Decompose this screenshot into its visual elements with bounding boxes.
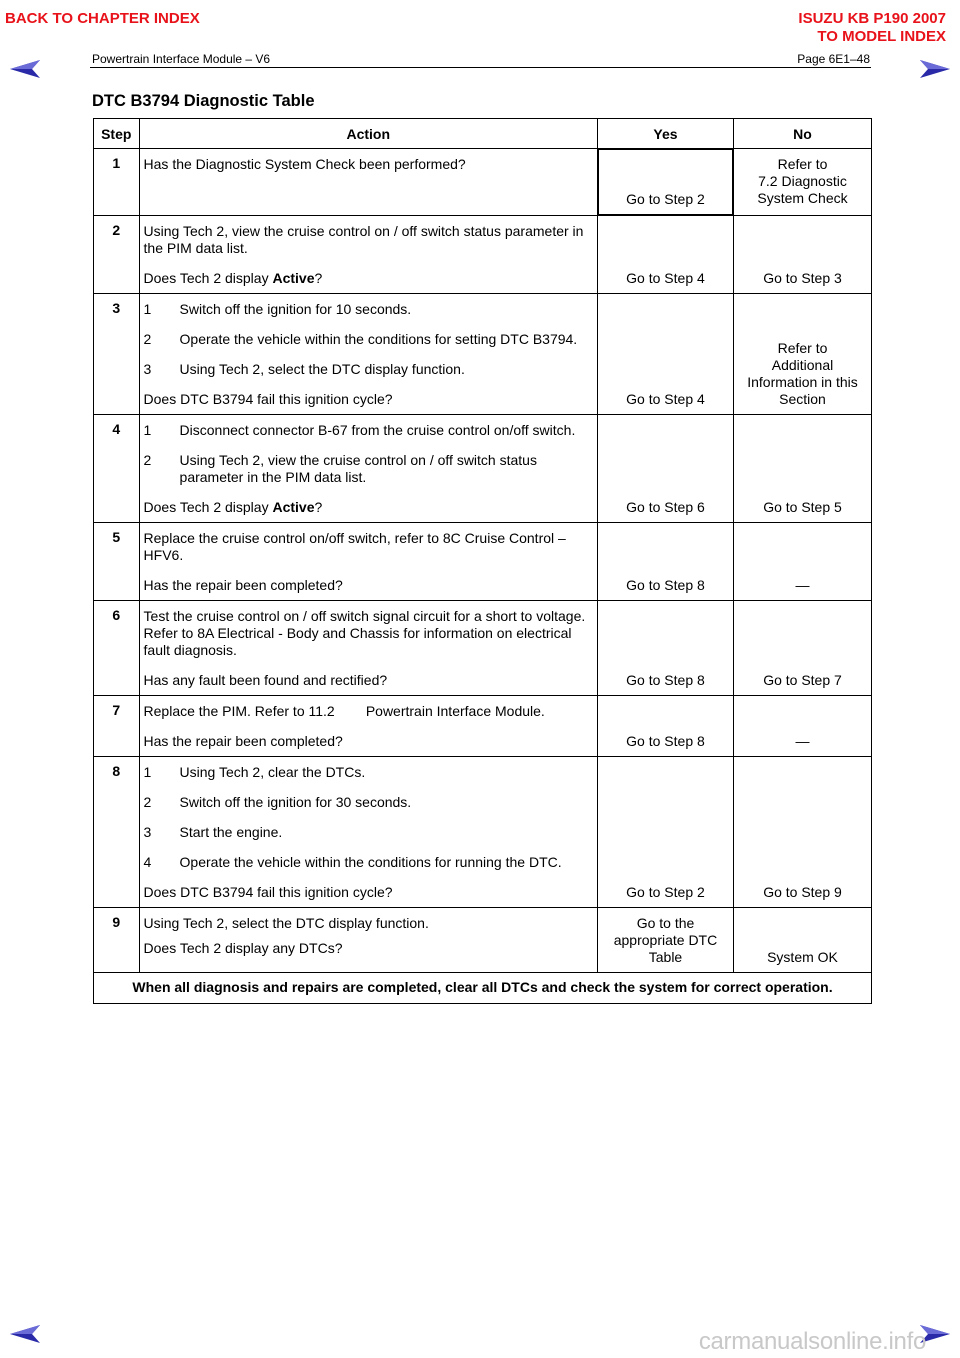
table-row bbox=[94, 523, 872, 601]
no-result: Refer to 7.2 Diagnostic System Check bbox=[757, 156, 848, 206]
step-number: 1 bbox=[112, 155, 121, 171]
no-result: System OK bbox=[767, 949, 838, 965]
table-row bbox=[94, 601, 872, 696]
next-page-arrow-icon[interactable] bbox=[920, 58, 950, 80]
table-row bbox=[94, 908, 872, 973]
table-header-row bbox=[94, 119, 872, 149]
action-text: Replace the cruise control on/off switch, refer to 8C Cruise Control – HFV6. bbox=[143, 530, 566, 563]
no-result: — bbox=[795, 733, 810, 749]
header-divider bbox=[90, 67, 871, 68]
table-row bbox=[94, 757, 872, 908]
step-number: 6 bbox=[112, 607, 121, 623]
header-module-title: Powertrain Interface Module – V6 bbox=[92, 52, 271, 66]
no-result: Go to Step 9 bbox=[763, 884, 842, 900]
yes-result: Go to Step 8 bbox=[626, 733, 705, 749]
no-result: Refer to Additional Information in this Section bbox=[747, 340, 858, 407]
col-header-action: Action bbox=[139, 119, 597, 149]
header-page-number: Page 6E1–48 bbox=[797, 52, 870, 66]
table-footer-note: When all diagnosis and repairs are completed, clear all DTCs and check the system for correct operation. bbox=[94, 973, 872, 1004]
action-text: Replace the PIM. Refer to 11.2 Powertrain Interface Module. bbox=[143, 703, 545, 719]
yes-result: Go to Step 2 bbox=[626, 191, 705, 207]
step-number: 7 bbox=[112, 702, 121, 718]
col-header-no: No bbox=[733, 119, 871, 149]
no-result: Go to Step 3 bbox=[763, 270, 842, 286]
prev-page-arrow-bottom-icon[interactable] bbox=[10, 1323, 40, 1345]
col-header-yes: Yes bbox=[597, 119, 733, 149]
col-header-step: Step bbox=[94, 119, 140, 149]
prev-page-arrow-icon[interactable] bbox=[10, 58, 40, 80]
watermark: carmanualsonline.info bbox=[698, 1328, 926, 1355]
step-number: 3 bbox=[112, 300, 121, 316]
step-number: 8 bbox=[112, 763, 121, 779]
yes-result: Go to the appropriate DTC Table bbox=[613, 915, 718, 965]
table-row bbox=[94, 696, 872, 757]
action-substep: 3 Start the engine. bbox=[143, 824, 283, 840]
action-question: Does Tech 2 display Active? bbox=[143, 499, 323, 515]
action-question: Does DTC B3794 fail this ignition cycle? bbox=[143, 391, 393, 407]
action-text: Using Tech 2, select the DTC display function. bbox=[143, 915, 429, 931]
action-text: Has the Diagnostic System Check been performed? bbox=[143, 156, 466, 172]
yes-result: Go to Step 4 bbox=[626, 270, 705, 286]
step-number: 5 bbox=[112, 529, 121, 545]
step-number: 2 bbox=[112, 222, 121, 238]
action-substep: 1 Using Tech 2, clear the DTCs. bbox=[143, 764, 366, 780]
table-row bbox=[94, 415, 872, 523]
table-row bbox=[94, 294, 872, 415]
action-question: Has the repair been completed? bbox=[143, 577, 343, 593]
action-question: Does Tech 2 display Active? bbox=[143, 270, 323, 286]
model-index-link[interactable] bbox=[798, 10, 946, 46]
back-to-chapter-index-link[interactable]: BACK TO CHAPTER INDEX bbox=[5, 10, 200, 27]
action-question: Does Tech 2 display any DTCs? bbox=[143, 940, 343, 956]
yes-result: Go to Step 6 bbox=[626, 499, 705, 515]
action-text: Using Tech 2, view the cruise control on / off switch status parameter in the PIM data list. bbox=[143, 223, 584, 256]
action-substep: 2 Using Tech 2, view the cruise control on / off switch status parameter in the PIM data list. bbox=[143, 452, 537, 485]
action-substep: 4 Operate the vehicle within the conditions for running the DTC. bbox=[143, 854, 562, 870]
action-text: Test the cruise control on / off switch signal circuit for a short to voltage. Refer to 8A Electrical - Body and Chassis for information on electrical fault diagnosis. bbox=[143, 608, 586, 658]
model-title[interactable]: ISUZU KB P190 2007 bbox=[798, 10, 946, 27]
yes-result: Go to Step 8 bbox=[626, 672, 705, 688]
table-row bbox=[94, 216, 872, 294]
action-substep: 3 Using Tech 2, select the DTC display function. bbox=[143, 361, 465, 377]
model-index-label[interactable]: TO MODEL INDEX bbox=[817, 28, 946, 45]
action-question: Has the repair been completed? bbox=[143, 733, 343, 749]
no-result: — bbox=[795, 577, 810, 593]
action-substep: 2 Operate the vehicle within the conditions for setting DTC B3794. bbox=[143, 331, 578, 347]
action-substep: 1 Switch off the ignition for 10 seconds. bbox=[143, 301, 412, 317]
no-result: Go to Step 5 bbox=[763, 499, 842, 515]
table-row bbox=[94, 149, 872, 216]
table-footer-row bbox=[94, 973, 872, 1004]
action-question: Does DTC B3794 fail this ignition cycle? bbox=[143, 884, 393, 900]
step-number: 9 bbox=[112, 914, 121, 930]
page-title: DTC B3794 Diagnostic Table bbox=[92, 92, 315, 110]
action-question: Has any fault been found and rectified? bbox=[143, 672, 388, 688]
yes-result: Go to Step 8 bbox=[626, 577, 705, 593]
step-number: 4 bbox=[112, 421, 121, 437]
yes-result: Go to Step 4 bbox=[626, 391, 705, 407]
diagnostic-table bbox=[93, 118, 872, 1004]
yes-result: Go to Step 2 bbox=[626, 884, 705, 900]
action-substep: 2 Switch off the ignition for 30 seconds. bbox=[143, 794, 412, 810]
no-result: Go to Step 7 bbox=[763, 672, 842, 688]
action-substep: 1 Disconnect connector B-67 from the cruise control on/off switch. bbox=[143, 422, 576, 438]
